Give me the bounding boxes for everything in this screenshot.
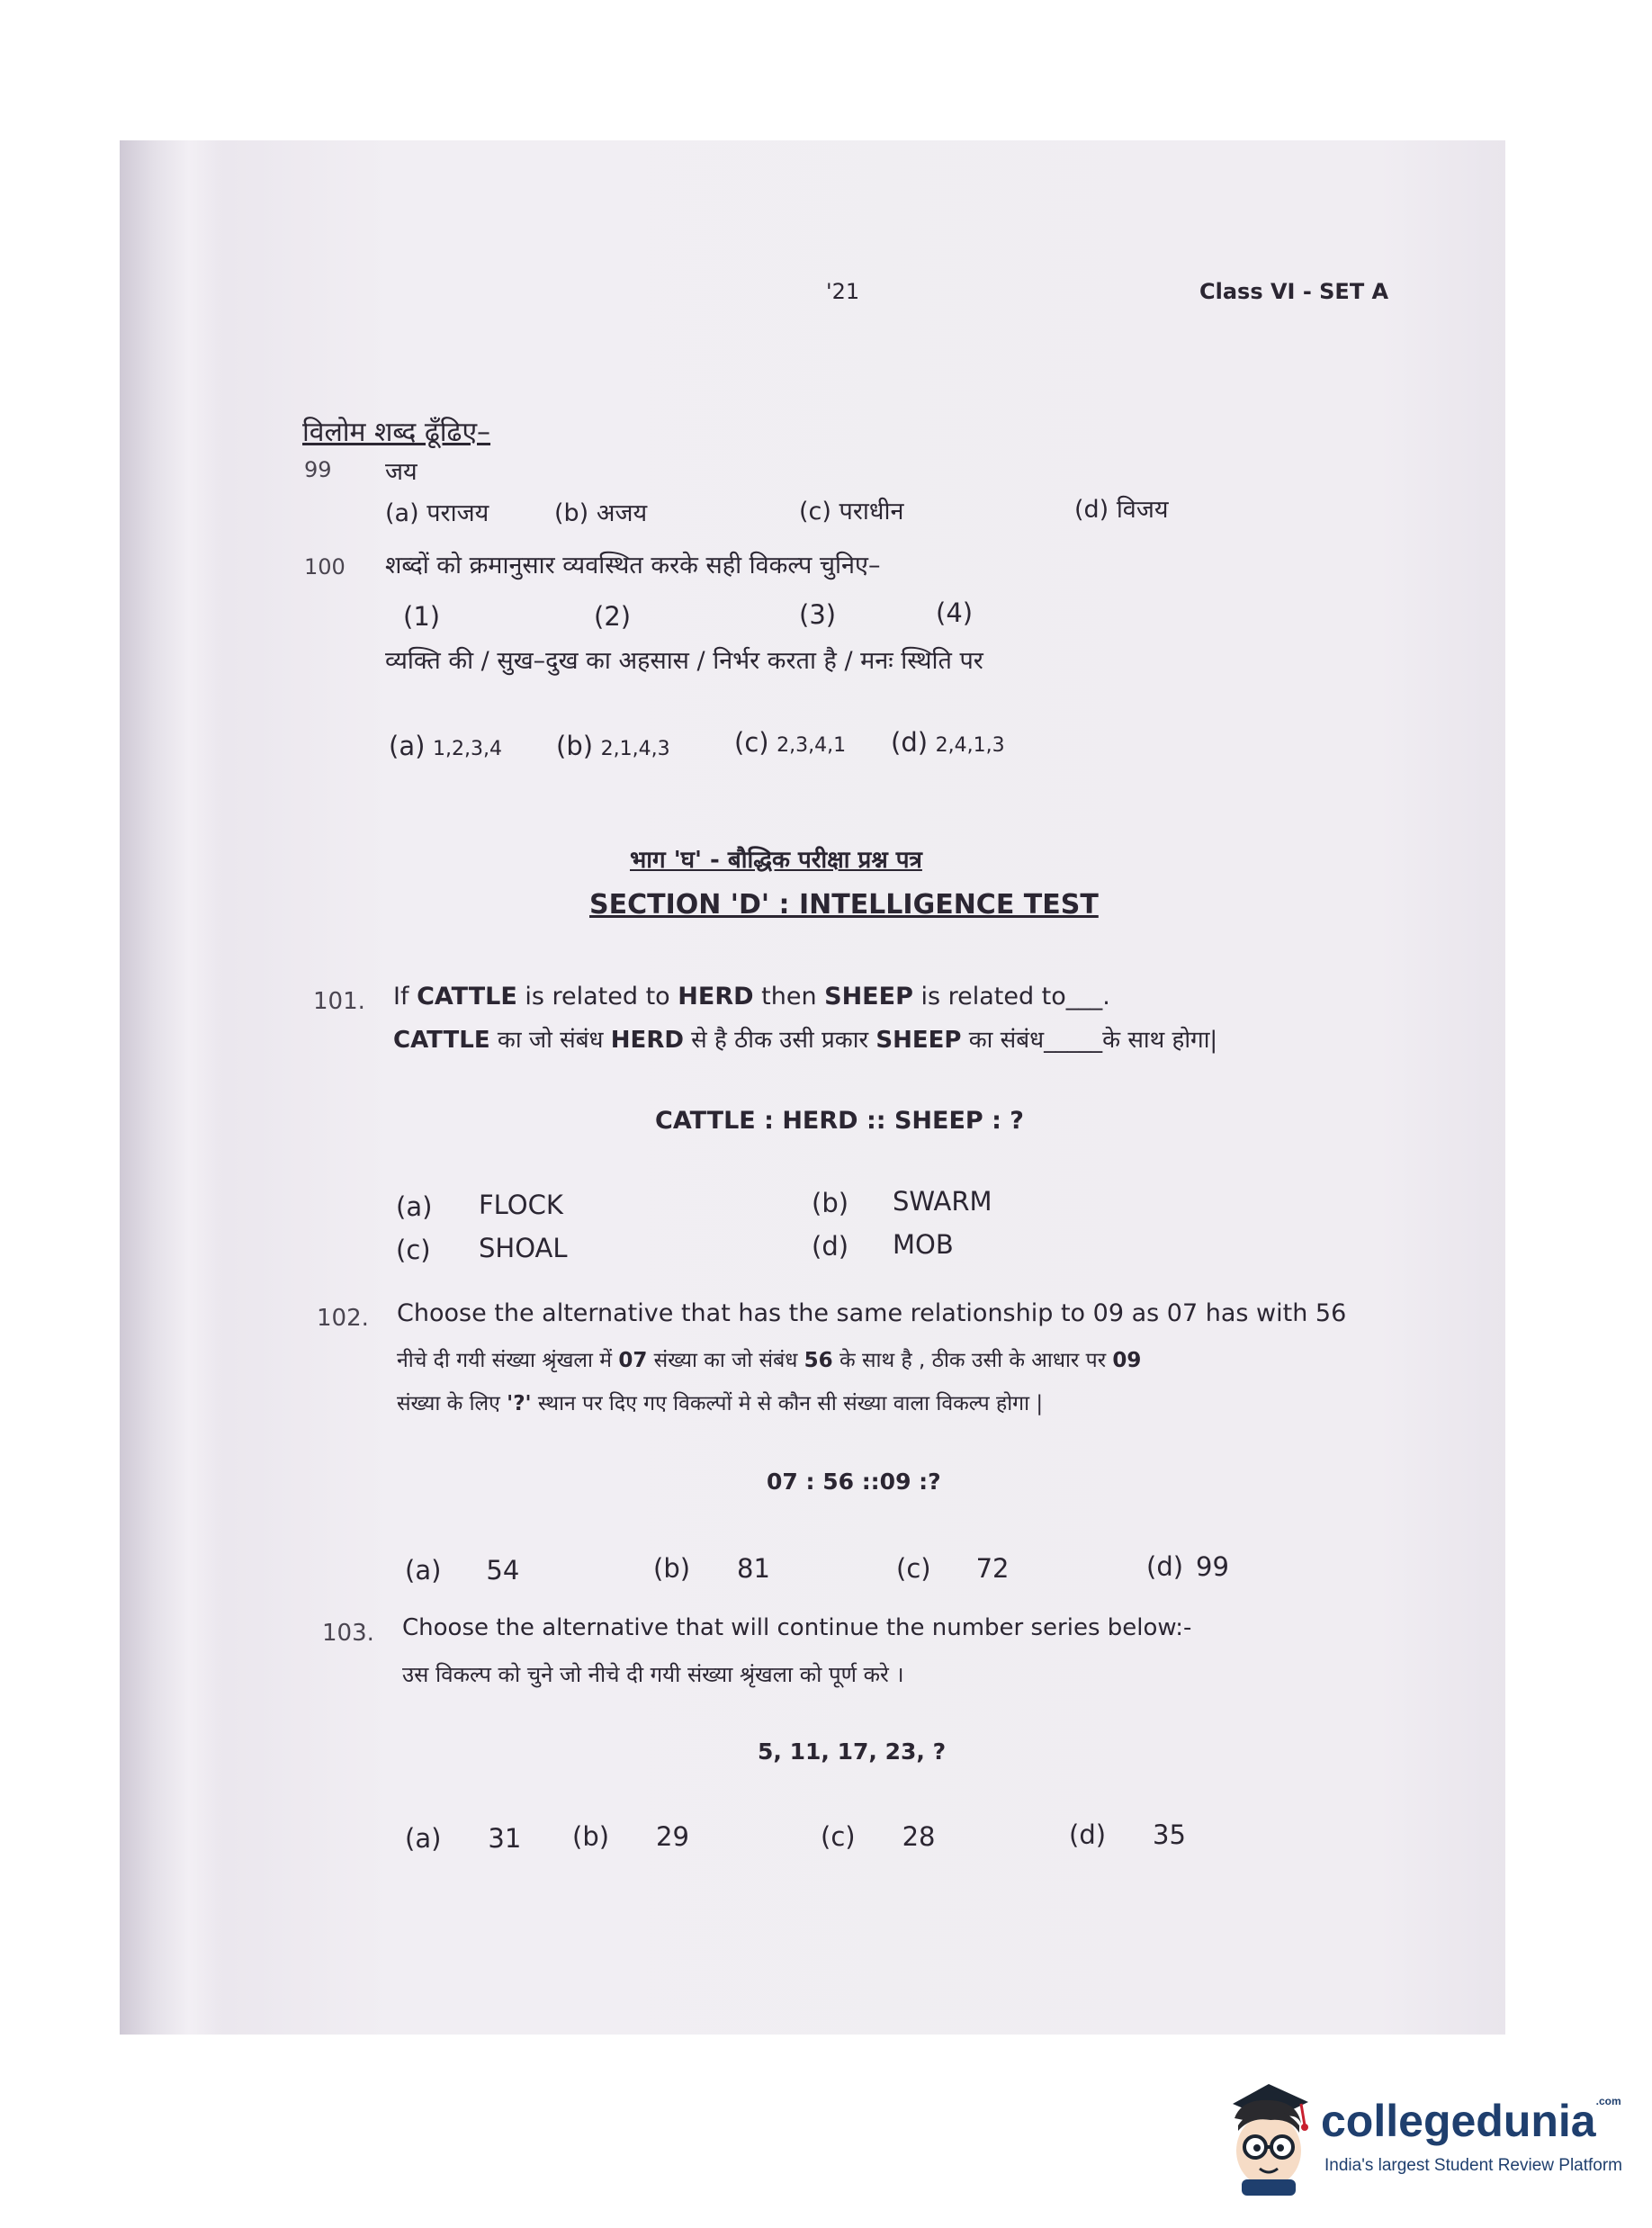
q102-number: 102. xyxy=(317,1305,369,1332)
q103-option-d: (d) 35 xyxy=(1069,1819,1186,1850)
q99-option-c: (c) पराधीन xyxy=(799,498,904,526)
page-fold-shadow xyxy=(120,140,219,2035)
page-number: '21 xyxy=(826,279,860,304)
q100-text: शब्दों को क्रमानुसार व्यवस्थित करके सही विकल्प चुनिए– xyxy=(385,552,881,579)
q102-option-b: (b) 81 xyxy=(653,1553,770,1584)
q100-position-2: (2) xyxy=(594,601,632,632)
logo-tagline: India's largest Student Review Platform xyxy=(1324,2156,1623,2175)
q100-position-3: (3) xyxy=(799,599,837,630)
q99-option-a: (a) पराजय xyxy=(385,499,489,527)
q103-number: 103. xyxy=(322,1620,374,1647)
q100-option-c: (c) 2,3,4,1 xyxy=(734,727,847,758)
q101-option-c-key: (c) xyxy=(396,1235,431,1265)
class-set-label: Class VI - SET A xyxy=(1199,279,1389,304)
q101-question-hindi: CATTLE का जो संबंध HERD से है ठीक उसी प्रकार SHEEP का संबंध_____के साथ होगा| xyxy=(393,1027,1218,1054)
q100-position-1: (1) xyxy=(403,601,441,632)
q101-option-b-text: SWARM xyxy=(893,1186,992,1217)
logo-wordmark: collegedunia$^{.com}$ xyxy=(1321,2095,1621,2146)
q99-option-b: (b) अजय xyxy=(554,499,648,527)
mascot-icon xyxy=(1215,2079,1315,2196)
q101-analogy: CATTLE : HERD :: SHEEP : ? xyxy=(655,1107,1024,1135)
q100-option-b: (b) 2,1,4,3 xyxy=(556,731,670,761)
q100-option-a: (a) 1,2,3,4 xyxy=(389,731,502,761)
q101-option-d-key: (d) xyxy=(812,1231,849,1262)
q102-hindi-line2: संख्या के लिए '?' स्थान पर दिए गए विकल्पों मे से कौन सी संख्या वाला विकल्प होगा | xyxy=(397,1392,1044,1415)
q102-hindi-line1: नीचे दी गयी संख्या श्रृंखला में 07 संख्या का जो संबंध 56 के साथ है , ठीक उसी के आधार पर 09 xyxy=(397,1349,1142,1372)
q102-option-c: (c) 72 xyxy=(896,1553,1010,1584)
q99-number: 99 xyxy=(304,457,332,482)
q100-option-d: (d) 2,4,1,3 xyxy=(891,727,1005,758)
collegedunia-logo[interactable] xyxy=(1215,2079,1629,2205)
q103-series: 5, 11, 17, 23, ? xyxy=(758,1738,947,1765)
q101-number: 101. xyxy=(313,988,365,1015)
antonym-heading: विलोम शब्द ढूँढिए– xyxy=(302,417,491,448)
q102-option-d: (d) 99 xyxy=(1146,1551,1229,1582)
q102-question: Choose the alternative that has the same relationship to 09 as 07 has with 56 xyxy=(397,1299,1347,1327)
section-heading-hindi: भाग 'घ' - बौद्धिक परीक्षा प्रश्न पत्र xyxy=(630,847,922,874)
q100-position-4: (4) xyxy=(936,597,974,628)
q100-number: 100 xyxy=(304,554,346,579)
q99-word: जय xyxy=(385,458,417,486)
q101-option-d-text: MOB xyxy=(893,1229,954,1260)
q103-question: Choose the alternative that will continue the number series below:- xyxy=(402,1614,1192,1641)
q103-option-c: (c) 28 xyxy=(821,1821,936,1852)
q103-option-a: (a) 31 xyxy=(405,1823,522,1854)
q101-option-b-key: (b) xyxy=(812,1188,849,1218)
q103-option-b: (b) 29 xyxy=(572,1821,689,1852)
q101-option-a-key: (a) xyxy=(396,1191,433,1222)
q99-option-d: (d) विजय xyxy=(1074,496,1169,524)
q102-option-a: (a) 54 xyxy=(405,1555,520,1586)
q101-option-a-text: FLOCK xyxy=(479,1190,563,1220)
q101-question: If CATTLE is related to HERD then SHEEP is related to___. xyxy=(393,983,1110,1011)
q102-analogy: 07 : 56 ::09 :? xyxy=(767,1469,941,1495)
q103-hindi: उस विकल्प को चुने जो नीचे दी गयी संख्या श्रृंखला को पूर्ण करे । xyxy=(402,1662,904,1687)
q101-option-c-text: SHOAL xyxy=(479,1233,568,1263)
section-heading-english: SECTION 'D' : INTELLIGENCE TEST xyxy=(589,889,1099,921)
q100-sentence: व्यक्ति की / सुख–दुख का अहसास / निर्भर करता है / मनः स्थिति पर xyxy=(385,647,983,675)
